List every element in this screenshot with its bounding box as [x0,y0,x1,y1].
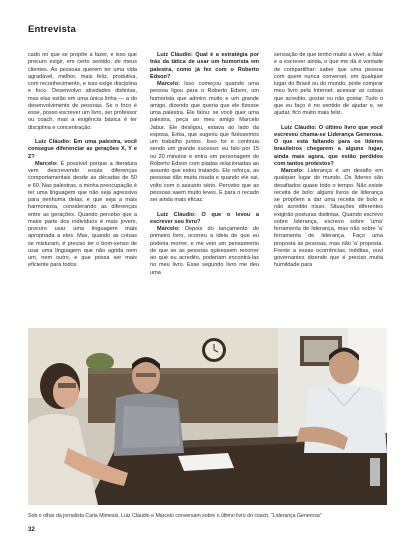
text-column-1 [28,52,137,270]
interview-question: Luiz Cláudio: Em uma palestra, você consegue diferenciar as gerações X, Y e Z? [28,139,137,160]
answer-text: É possível porque a literatura vem descrevendo essas diferenças comportamentais desde as décadas de 50 e 60. Nas palestras, a minha preocupação é ter uma linguagem que não seja agressiva para nenhuma delas, e que seja a mais harmoniosa, considerando as diferenças entre as gerações. Quando percebo que a maior parte dos indivíduos é mais jovem, procuro usar uma linguagem mais apropriada a eles. Mas, quando as coisas se misturam, é preciso ter o bom-senso de usar uma linguagem que não agrida nem um, nem outro, e que possa ser mais eficiente para todos. [28,160,137,269]
answer-text: Depois do lançamento do primeiro livro, ocorreu a ideia de que eu poderia morrer, e me veio um pensamento de que se as pessoas quisessem recorrer ao que eu acredito, poderiam encontrá-las no meu livro. Esse segundo livro me deu uma [150,226,259,276]
speaker-label: Marcelo: [157,81,180,87]
interview-question: Luiz Cláudio: Qual é a estratégia por trás da tática de usar um humorista em palestra, como já fez com o Roberto Edson? [150,52,259,80]
answer-text: Isso começou quando uma pessoa ligou para o Roberto Edson, um humorista que admiro muito e um grande amigo, dizendo que queria que ele fizesse uma palestra. Ele falou: se você quer uma palestra, peça ao meu amigo Marcelo Jabur. Ele desligou, estava ao lado da esposa, Erika, que sugeriu que fizéssemos um trabalho juntos. Isso foi e continua sendo um grande sucesso: eu falo por 15 ou 20 minutos e entra um personagem do Roberto Edson com piadas relacionadas ao assunto que estou tratando. Ele reforça, as pessoas dão muita risada e quando ele sai, volto com o assunto sério. Percebo que as pessoas saem muito leves. É para o recado ser ainda mais eficaz. [150,81,259,203]
speaker-label: Marcelo: [157,226,180,232]
interview-question: Luiz Cláudio: O último livro que você escreveu chama-se Liderança Generosa. O que está faltando para os líderes brasileiros chegarem a alguns lugar, ainda mais agora, que estão perdidos com tantos protestos? [274,124,383,167]
interview-question: Luiz Cláudio: O que o levou a escrever seu livro? [150,211,259,225]
interview-answer [28,161,137,270]
interview-answer [150,81,259,204]
interview-photo [28,328,387,505]
text-column-2 [150,52,259,277]
text-column-3 [274,52,383,270]
section-title: Entrevista [28,24,76,35]
answer-text: Liderança é um desafio em qualquer lugar do mundo. Os líderes são desafiados quase todo o tempo. Não existe receita de bolo: alguns livros de liderança se propõem a dar uma receita de bolo e não acredito nisso. Situações diferentes exigirão posturas distintas. Quando escrevo sobre liderança, escrevo sobre 'uma' ferramenta de liderança, mas não sobre 'a' ferramenta de liderança. Faço uma proposta às pessoas, mas não 'a' proposta. Frente a essas ocorrências, inéditas, ouvi governantes dizendo que é preciso muita humildade para [274,168,383,269]
photo-illustration [28,328,387,505]
speaker-label: Marcelo: [35,160,58,167]
interview-answer [274,168,383,270]
paragraph: cado no que se propõe a fazer, e isso que procuro exigir, em certo sentido, de meus clientes. As pessoas querem ter uma vida agradável, melhor, mais feliz, produtiva, com reconhecimento, e isso exige disciplina e foco. Desenvolvo atividades distintas, mas elas estão em uma única linha — a do desenvolvimento de pessoas. Se o foco é esse, posso escrever um livro, ser professor ou coach, mas a exigência básica é ter disciplina e concentração. [28,52,137,131]
page-number: 32 [28,527,35,533]
speaker-label: Marcelo: [281,168,304,174]
interview-answer [150,226,259,277]
paragraph: sensação de que tenho muito a viver, a falar e a escrever ainda, o que me dá é vontade de compartilhar: saber que uma pessoa com quem nunca conversei, em qualquer lugar do Brasil ou do mundo, pode comprar meu livro pela Internet, acessar as coisas que acredito, gostar ou não gostar. Tudo o que eu faço é no sentido de ajudar e, se ajudar, fico muito mais feliz. [274,52,383,116]
photo-caption: Sob o olhar da jornalista Carla Mimessi, Luiz Cláudio e Marcelo conversam sobre o último livro do coach, “Liderança Generosa” [28,513,322,519]
